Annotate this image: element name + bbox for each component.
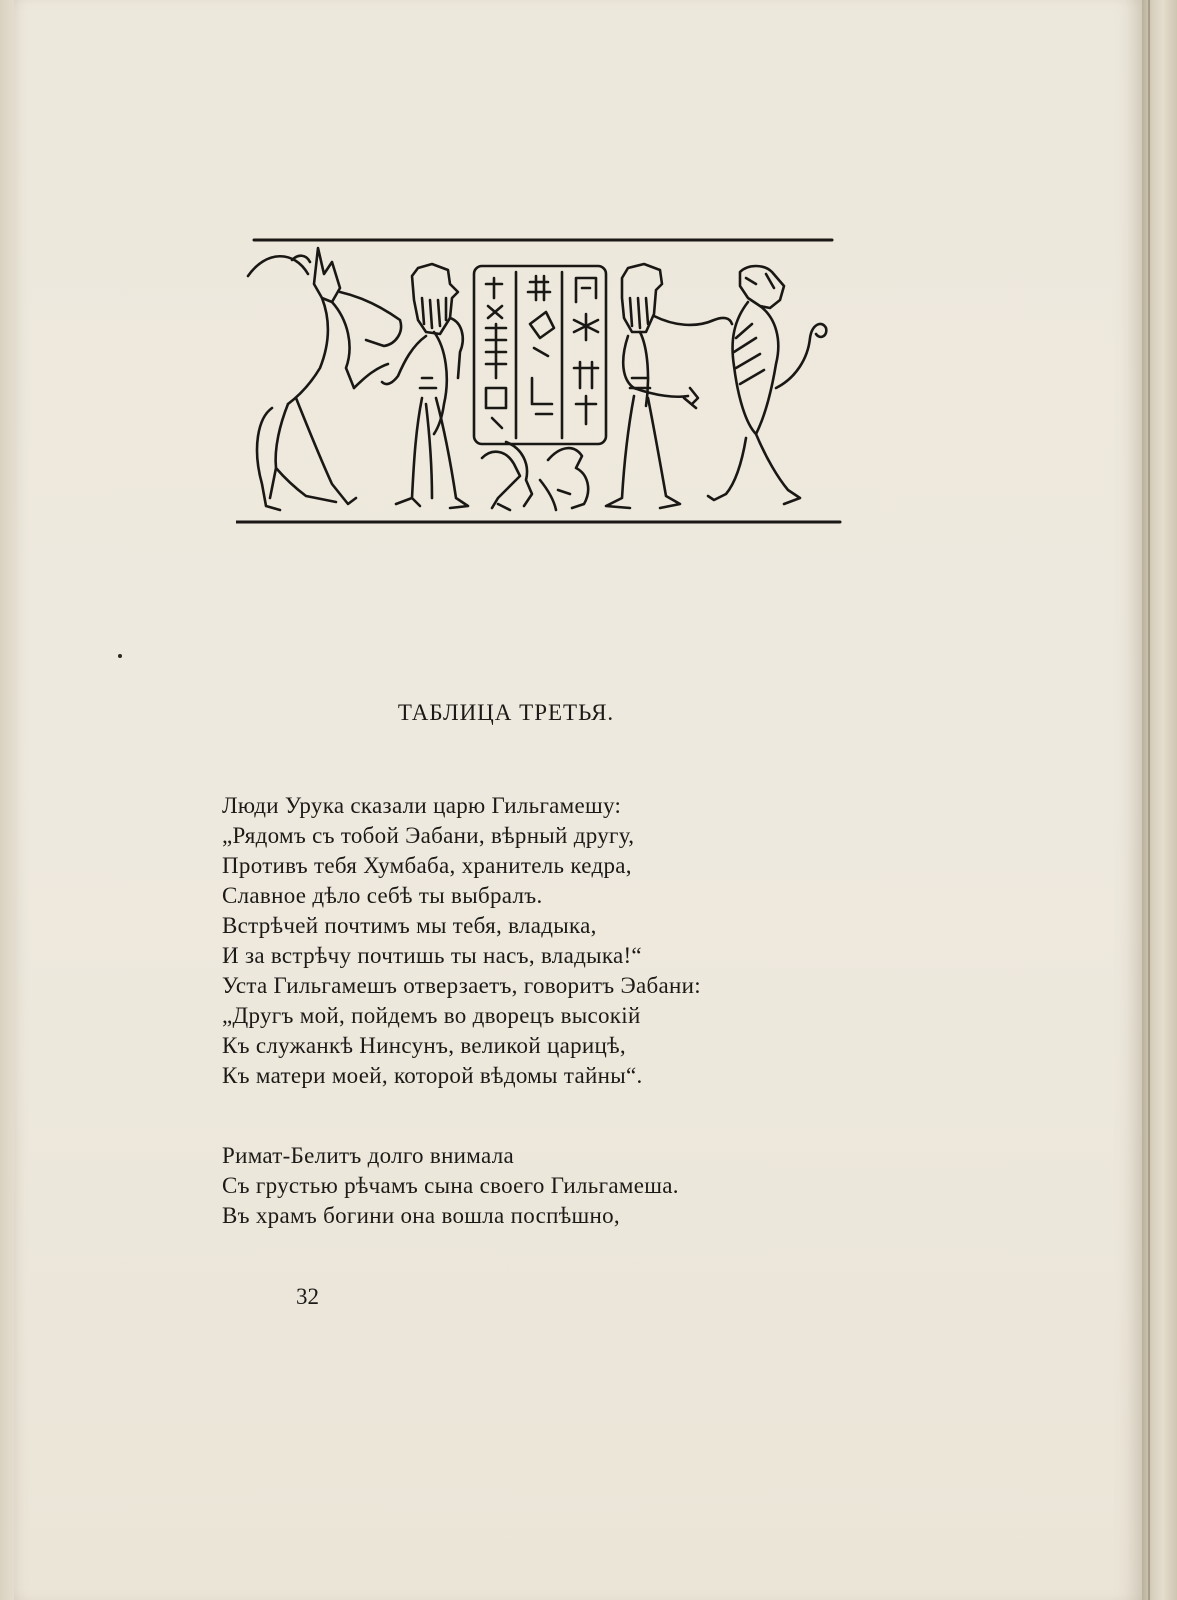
verse-line: Къ матери моей, которой вѣдомы тайны“.: [222, 1063, 643, 1088]
page-number: 32: [296, 1284, 319, 1309]
cuneiform-inscription-panel: [474, 266, 606, 444]
verse-line: Противъ тебя Хумбаба, хранитель кедра,: [222, 853, 632, 878]
verse-line: Уста Гильгамешъ отверзаетъ, говоритъ Эабани:: [222, 973, 701, 998]
verse-line: Съ грустью рѣчамъ сына своего Гильгамеша.: [222, 1173, 679, 1198]
verse-line: „Другъ мой, пойдемъ во дворецъ высокій: [222, 1003, 641, 1028]
verse-line: Римат-Белитъ долго внимала: [222, 1143, 514, 1168]
verse-line: И за встрѣчу почтишь ты насъ, владыка!“: [222, 943, 642, 968]
verse-line: Славное дѣло себѣ ты выбралъ.: [222, 883, 543, 908]
gutter-edge: [1148, 0, 1150, 1600]
small-winged-creatures: [482, 442, 588, 510]
left-hero-figure: [382, 264, 468, 508]
verse-line: Въ храмъ богини она вошла поспѣшно,: [222, 1203, 620, 1228]
right-hero-figure: [606, 264, 732, 508]
verse-line: Встрѣчей почтимъ мы тебя, владыка,: [222, 913, 597, 938]
rearing-lion-figure: [708, 266, 826, 504]
verse-line: „Рядомъ съ тобой Эабани, вѣрный другу,: [222, 823, 635, 848]
verse-line: Къ служанкѣ Нинсунъ, великой царицѣ,: [222, 1033, 626, 1058]
ink-speck: [118, 654, 122, 658]
rearing-bull-figure: [248, 248, 401, 510]
section-heading: ТАБЛИЦА ТРЕТЬЯ.: [397, 700, 615, 725]
cylinder-seal-illustration: [236, 228, 850, 538]
verse-line: Люди Урука сказали царю Гильгамешу:: [222, 793, 622, 818]
